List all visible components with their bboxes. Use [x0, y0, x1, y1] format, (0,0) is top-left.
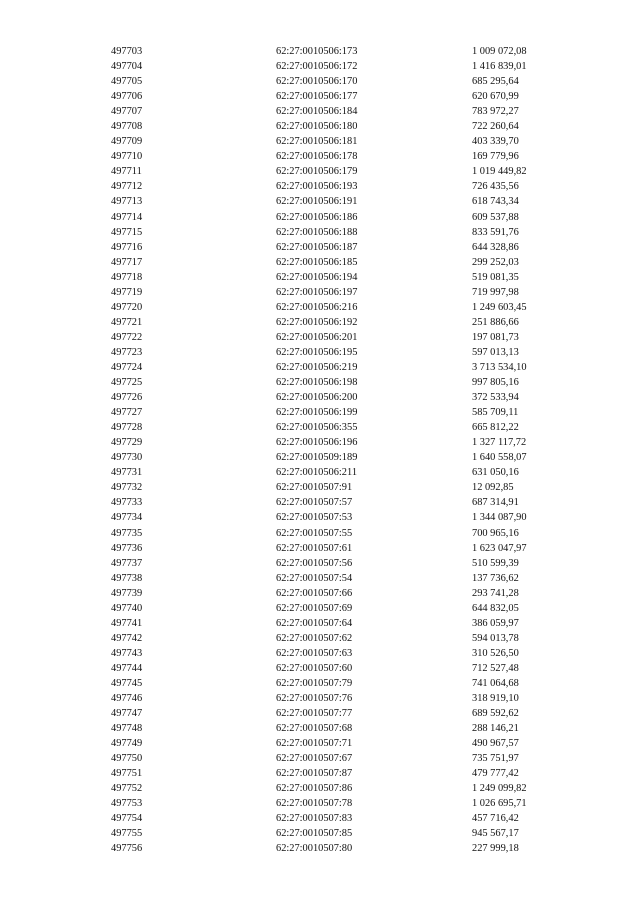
record-number-cell: 497720	[111, 301, 143, 313]
cadastral-number-cell: 62:27:0010507:78	[276, 798, 353, 810]
table-row	[0, 736, 640, 751]
cadastral-value-cell: 726 435,56	[472, 181, 519, 193]
cadastral-value-cell: 741 064,68	[472, 677, 519, 689]
cadastral-value-cell: 1 249 099,82	[472, 783, 527, 795]
table-row	[0, 495, 640, 510]
record-number-cell: 497751	[111, 768, 143, 780]
cadastral-number-cell: 62:27:0010507:85	[276, 828, 353, 840]
table-row	[0, 465, 640, 480]
cadastral-number-cell: 62:27:0010506:186	[276, 211, 358, 223]
cadastral-value-cell: 665 812,22	[472, 422, 519, 434]
table-row	[0, 541, 640, 556]
record-number-cell: 497732	[111, 482, 143, 494]
table-row	[0, 179, 640, 194]
cadastral-number-cell: 62:27:0010507:64	[276, 617, 353, 629]
table-row	[0, 225, 640, 240]
cadastral-number-cell: 62:27:0010507:71	[276, 738, 353, 750]
record-number-cell: 497745	[111, 677, 143, 689]
table-row	[0, 330, 640, 345]
cadastral-number-cell: 62:27:0010507:66	[276, 587, 353, 599]
table-row	[0, 646, 640, 661]
record-number-cell: 497740	[111, 602, 143, 614]
cadastral-number-cell: 62:27:0010507:83	[276, 813, 353, 825]
table-row	[0, 811, 640, 826]
cadastral-number-cell: 62:27:0010507:62	[276, 632, 353, 644]
table-row	[0, 435, 640, 450]
cadastral-value-cell: 372 533,94	[472, 392, 519, 404]
cadastral-value-cell: 997 805,16	[472, 377, 519, 389]
cadastral-value-cell: 318 919,10	[472, 693, 519, 705]
record-number-cell: 497738	[111, 572, 143, 584]
cadastral-number-cell: 62:27:0010506:194	[276, 271, 358, 283]
cadastral-value-cell: 689 592,62	[472, 708, 519, 720]
table-row	[0, 405, 640, 420]
table-row	[0, 706, 640, 721]
table-row	[0, 210, 640, 225]
cadastral-value-cell: 1 249 603,45	[472, 301, 527, 313]
record-number-cell: 497731	[111, 467, 143, 479]
cadastral-number-cell: 62:27:0010506:191	[276, 196, 358, 208]
cadastral-value-cell: 12 092,85	[472, 482, 514, 494]
record-number-cell: 497722	[111, 331, 143, 343]
cadastral-value-cell: 479 777,42	[472, 768, 519, 780]
cadastral-number-cell: 62:27:0010507:80	[276, 843, 353, 855]
cadastral-value-cell: 712 527,48	[472, 662, 519, 674]
cadastral-number-cell: 62:27:0010506:198	[276, 377, 358, 389]
record-number-cell: 497716	[111, 241, 143, 253]
record-number-cell: 497727	[111, 407, 143, 419]
cadastral-number-cell: 62:27:0010506:193	[276, 181, 358, 193]
cadastral-number-cell: 62:27:0010506:173	[276, 46, 358, 57]
table-row	[0, 300, 640, 315]
table-row	[0, 751, 640, 766]
cadastral-number-cell: 62:27:0010507:79	[276, 677, 353, 689]
table-row	[0, 59, 640, 74]
cadastral-number-cell: 62:27:0010507:69	[276, 602, 353, 614]
cadastral-value-cell: 735 751,97	[472, 753, 519, 765]
record-number-cell: 497733	[111, 497, 143, 509]
cadastral-number-cell: 62:27:0010507:76	[276, 693, 353, 705]
table-row	[0, 285, 640, 300]
cadastral-number-cell: 62:27:0010507:67	[276, 753, 353, 765]
cadastral-value-cell: 644 328,86	[472, 241, 519, 253]
record-number-cell: 497715	[111, 226, 143, 238]
cadastral-value-cell: 386 059,97	[472, 617, 519, 629]
record-number-cell: 497739	[111, 587, 143, 599]
cadastral-value-cell: 1 009 072,08	[472, 46, 527, 57]
record-number-cell: 497749	[111, 738, 143, 750]
table-row	[0, 526, 640, 541]
cadastral-value-cell: 519 081,35	[472, 271, 519, 283]
cadastral-number-cell: 62:27:0010506:196	[276, 437, 358, 449]
record-number-cell: 497711	[111, 166, 142, 178]
cadastral-value-cell: 618 743,34	[472, 196, 519, 208]
record-number-cell: 497736	[111, 542, 143, 554]
cadastral-number-cell: 62:27:0010507:55	[276, 527, 353, 539]
table-row	[0, 631, 640, 646]
record-number-cell: 497708	[111, 121, 143, 133]
record-number-cell: 497734	[111, 512, 143, 524]
cadastral-number-cell: 62:27:0010506:216	[276, 301, 358, 313]
cadastral-number-cell: 62:27:0010506:192	[276, 316, 358, 328]
cadastral-number-cell: 62:27:0010506:172	[276, 61, 358, 73]
table-row	[0, 390, 640, 405]
record-number-cell: 497709	[111, 136, 143, 148]
cadastral-value-cell: 293 741,28	[472, 587, 519, 599]
cadastral-number-cell: 62:27:0010507:54	[276, 572, 353, 584]
cadastral-value-cell: 251 886,66	[472, 316, 519, 328]
cadastral-number-cell: 62:27:0010507:68	[276, 723, 353, 735]
record-number-cell: 497706	[111, 91, 143, 103]
record-number-cell: 497737	[111, 557, 143, 569]
cadastral-value-cell: 594 013,78	[472, 632, 519, 644]
cadastral-number-cell: 62:27:0010506:180	[276, 121, 358, 133]
record-number-cell: 497735	[111, 527, 143, 539]
cadastral-number-cell: 62:27:0010507:60	[276, 662, 353, 674]
record-number-cell: 497756	[111, 843, 143, 855]
record-number-cell: 497742	[111, 632, 143, 644]
table-row	[0, 796, 640, 811]
record-number-cell: 497718	[111, 271, 143, 283]
record-number-cell: 497712	[111, 181, 143, 193]
table-row	[0, 676, 640, 691]
cadastral-number-cell: 62:27:0010506:219	[276, 361, 358, 373]
record-number-cell: 497747	[111, 708, 143, 720]
cadastral-number-cell: 62:27:0010507:61	[276, 542, 353, 554]
cadastral-value-cell: 685 295,64	[472, 76, 519, 88]
cadastral-number-cell: 62:27:0010507:77	[276, 708, 353, 720]
record-number-cell: 497728	[111, 422, 143, 434]
cadastral-number-cell: 62:27:0010506:211	[276, 467, 358, 479]
cadastral-number-cell: 62:27:0010506:184	[276, 106, 358, 118]
record-number-cell: 497707	[111, 106, 143, 118]
cadastral-value-cell: 227 999,18	[472, 843, 519, 855]
cadastral-value-cell: 299 252,03	[472, 256, 519, 268]
cadastral-number-cell: 62:27:0010507:63	[276, 647, 353, 659]
record-number-cell: 497744	[111, 662, 143, 674]
cadastral-value-cell: 631 050,16	[472, 467, 519, 479]
cadastral-number-cell: 62:27:0010507:56	[276, 557, 353, 569]
cadastral-value-cell: 833 591,76	[472, 226, 519, 238]
table-row	[0, 360, 640, 375]
cadastral-value-cell: 585 709,11	[472, 407, 519, 419]
cadastral-value-cell: 783 972,27	[472, 106, 519, 118]
cadastral-value-cell: 510 599,39	[472, 557, 519, 569]
cadastral-number-cell: 62:27:0010506:188	[276, 226, 358, 238]
table-row	[0, 164, 640, 179]
table-row	[0, 44, 640, 59]
table-row	[0, 556, 640, 571]
table-row	[0, 315, 640, 330]
record-number-cell: 497703	[111, 46, 143, 57]
cadastral-value-cell: 609 537,88	[472, 211, 519, 223]
cadastral-value-cell: 722 260,64	[472, 121, 519, 133]
record-number-cell: 497755	[111, 828, 143, 840]
cadastral-value-cell: 1 344 087,90	[472, 512, 527, 524]
cadastral-number-cell: 62:27:0010507:87	[276, 768, 353, 780]
record-number-cell: 497723	[111, 346, 143, 358]
record-number-cell: 497754	[111, 813, 143, 825]
record-number-cell: 497750	[111, 753, 143, 765]
cadastral-value-cell: 137 736,62	[472, 572, 519, 584]
cadastral-value-cell: 1 026 695,71	[472, 798, 527, 810]
cadastral-value-cell: 490 967,57	[472, 738, 519, 750]
table-row	[0, 571, 640, 586]
cadastral-number-cell: 62:27:0010506:200	[276, 392, 358, 404]
record-number-cell: 497726	[111, 392, 143, 404]
cadastral-number-cell: 62:27:0010506:199	[276, 407, 358, 419]
table-row	[0, 134, 640, 149]
cadastral-value-cell: 1 327 117,72	[472, 437, 527, 449]
table-row	[0, 450, 640, 465]
cadastral-number-cell: 62:27:0010507:86	[276, 783, 353, 795]
table-row	[0, 586, 640, 601]
record-number-cell: 497752	[111, 783, 143, 795]
cadastral-value-cell: 197 081,73	[472, 331, 519, 343]
cadastral-value-cell: 700 965,16	[472, 527, 519, 539]
record-number-cell: 497717	[111, 256, 143, 268]
cadastral-number-cell: 62:27:0010506:178	[276, 151, 358, 163]
record-number-cell: 497741	[111, 617, 143, 629]
cadastral-value-cell: 620 670,99	[472, 91, 519, 103]
cadastral-value-cell: 719 997,98	[472, 286, 519, 298]
table-row	[0, 721, 640, 736]
cadastral-value-cell: 945 567,17	[472, 828, 519, 840]
table-row	[0, 661, 640, 676]
cadastral-value-table	[0, 44, 640, 857]
cadastral-value-cell: 3 713 534,10	[472, 361, 527, 373]
cadastral-value-cell: 310 526,50	[472, 647, 519, 659]
table-row	[0, 194, 640, 209]
cadastral-number-cell: 62:27:0010506:185	[276, 256, 358, 268]
table-row	[0, 781, 640, 796]
table-row	[0, 89, 640, 104]
cadastral-number-cell: 62:27:0010507:53	[276, 512, 353, 524]
table-row	[0, 375, 640, 390]
table-row	[0, 766, 640, 781]
record-number-cell: 497704	[111, 61, 143, 73]
cadastral-number-cell: 62:27:0010509:189	[276, 452, 358, 464]
cadastral-number-cell: 62:27:0010506:187	[276, 241, 358, 253]
record-number-cell: 497724	[111, 361, 143, 373]
record-number-cell: 497753	[111, 798, 143, 810]
table-row	[0, 826, 640, 841]
cadastral-number-cell: 62:27:0010506:197	[276, 286, 358, 298]
record-number-cell: 497729	[111, 437, 143, 449]
cadastral-number-cell: 62:27:0010506:170	[276, 76, 358, 88]
table-row	[0, 616, 640, 631]
record-number-cell: 497748	[111, 723, 143, 735]
record-number-cell: 497746	[111, 693, 143, 705]
table-row	[0, 240, 640, 255]
table-row	[0, 691, 640, 706]
cadastral-value-cell: 687 314,91	[472, 497, 519, 509]
cadastral-number-cell: 62:27:0010506:195	[276, 346, 358, 358]
record-number-cell: 497714	[111, 211, 143, 223]
record-number-cell: 497725	[111, 377, 143, 389]
table-row	[0, 255, 640, 270]
cadastral-number-cell: 62:27:0010507:57	[276, 497, 353, 509]
cadastral-value-cell: 644 832,05	[472, 602, 519, 614]
cadastral-value-cell: 457 716,42	[472, 813, 519, 825]
record-number-cell: 497730	[111, 452, 143, 464]
table-row	[0, 345, 640, 360]
cadastral-number-cell: 62:27:0010506:179	[276, 166, 358, 178]
cadastral-value-cell: 1 623 047,97	[472, 542, 527, 554]
cadastral-number-cell: 62:27:0010506:201	[276, 331, 358, 343]
cadastral-value-cell: 403 339,70	[472, 136, 519, 148]
table-row	[0, 420, 640, 435]
cadastral-value-cell: 597 013,13	[472, 346, 519, 358]
record-number-cell: 497721	[111, 316, 143, 328]
cadastral-value-cell: 1 416 839,01	[472, 61, 527, 73]
table-row	[0, 480, 640, 495]
record-number-cell: 497713	[111, 196, 143, 208]
record-number-cell: 497710	[111, 151, 143, 163]
table-row	[0, 149, 640, 164]
cadastral-number-cell: 62:27:0010506:355	[276, 422, 358, 434]
cadastral-value-cell: 1 640 558,07	[472, 452, 527, 464]
table-row	[0, 510, 640, 525]
table-row	[0, 841, 640, 856]
cadastral-number-cell: 62:27:0010506:177	[276, 91, 358, 103]
cadastral-value-cell: 288 146,21	[472, 723, 519, 735]
table-row	[0, 104, 640, 119]
table-row	[0, 74, 640, 89]
table-row	[0, 119, 640, 134]
record-number-cell: 497743	[111, 647, 143, 659]
record-number-cell: 497719	[111, 286, 143, 298]
cadastral-value-cell: 169 779,96	[472, 151, 519, 163]
cadastral-value-cell: 1 019 449,82	[472, 166, 527, 178]
record-number-cell: 497705	[111, 76, 143, 88]
table-row	[0, 601, 640, 616]
cadastral-number-cell: 62:27:0010506:181	[276, 136, 358, 148]
cadastral-number-cell: 62:27:0010507:91	[276, 482, 353, 494]
table-row	[0, 270, 640, 285]
